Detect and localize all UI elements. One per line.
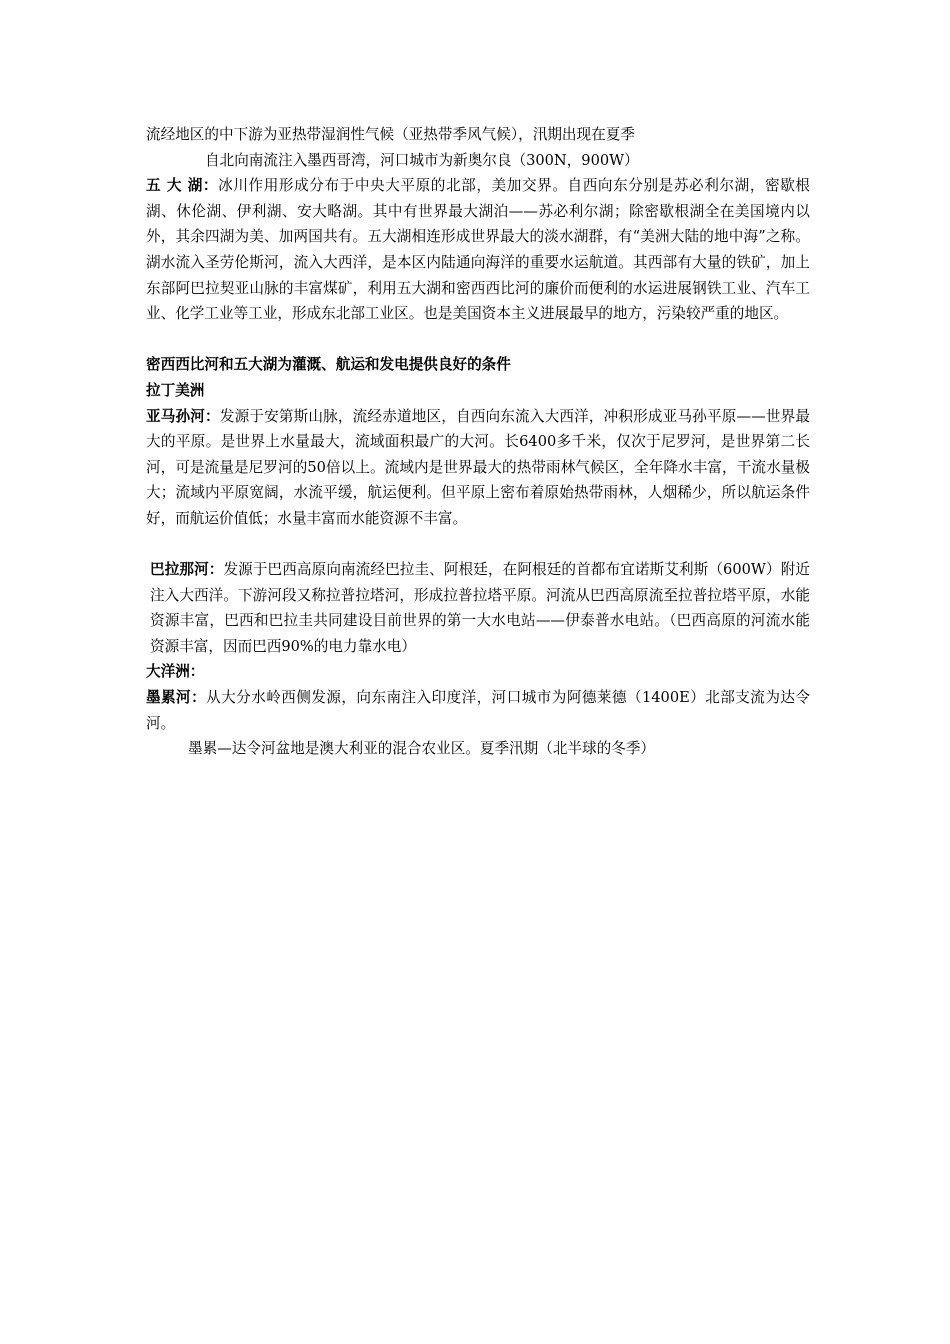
term-parana: 巴拉那河： xyxy=(150,561,224,579)
heading-mississippi-great-lakes: 密西西比河和五大湖为灌溉、航运和发电提供良好的条件 xyxy=(146,356,511,374)
paragraph-amazon xyxy=(146,404,810,532)
paragraph-parana xyxy=(146,557,810,659)
text-parana: 发源于巴西高原向南流经巴拉圭、阿根廷，在阿根廷的首都布宜诺斯艾利斯（600W）附近注入大西洋。下游河段又称拉普拉塔河，形成拉普拉塔平原。河流从巴西高原流至拉普拉塔平原，水能资源丰富，巴西和巴拉圭共同建设目前世界的第一大水电站——伊泰普水电站。（巴西高原的河流水能资源丰富，因而巴西90%的电力靠水电） xyxy=(150,561,810,655)
spacer xyxy=(146,532,810,558)
paragraph-murray-basin: 墨累—达令河盆地是澳大利亚的混合农业区。夏季汛期（北半球的冬季） xyxy=(188,740,656,758)
paragraph-great-lakes xyxy=(146,173,810,327)
term-murray: 墨累河： xyxy=(146,689,207,707)
text-amazon: 发源于安第斯山脉，流经赤道地区，自西向东流入大西洋，冲积形成亚马孙平原——世界最大的平原。是世界上水量最大，流域面积最广的大河。长6400多千米，仅次于尼罗河，是世界第二长河，可是流量是尼罗河的50倍以上。流域内是世界最大的热带雨林气候区，全年降水丰富，干流水量极大；流域内平原宽阔，水流平缓，航运便利。但平原上密布着原始热带雨林，人烟稀少，所以航运条件好，而航运价值低；水量丰富而水能资源不丰富。 xyxy=(146,407,810,527)
text-great-lakes: 冰川作用形成分布于中央大平原的北部，美加交界。自西向东分别是苏必利尔湖，密歇根湖、休伦湖、伊利湖、安大略湖。其中有世界最大湖泊——苏必利尔湖；除密歇根湖全在美国境内以外，其余四湖为美、加两国共有。五大湖相连形成世界最大的淡水湖群，有“美洲大陆的地中海”之称。湖水流入圣劳伦斯河，流入大西洋，是本区内陆通向海洋的重要水运航道。其西部有大量的铁矿，加上东部阿巴拉契亚山脉的丰富煤矿，利用五大湖和密西西比河的廉价而便利的水运进展钢铁工业、汽车工业、化学工业等工业，形成东北部工业区。也是美国资本主义进展最早的地方，污染较严重的地区。 xyxy=(146,177,810,323)
term-great-lakes: 五 大 湖： xyxy=(146,177,219,195)
heading-latin-america: 拉丁美洲 xyxy=(146,381,205,399)
term-amazon: 亚马孙河： xyxy=(146,407,220,425)
paragraph-mississippi-mouth: 自北向南流注入墨西哥湾，河口城市为新奥尔良（300N，900W） xyxy=(205,151,639,169)
text-murray: 从大分水岭西侧发源，向东南注入印度洋，河口城市为阿德莱德（1400E）北部支流为达令河。 xyxy=(146,689,810,732)
spacer xyxy=(146,327,810,353)
paragraph-climate: 流经地区的中下游为亚热带湿润性气候（亚热带季风气候），汛期出现在夏季 xyxy=(146,126,635,143)
paragraph-murray xyxy=(146,685,810,736)
document-page xyxy=(146,122,810,762)
heading-oceania: 大洋洲： xyxy=(146,663,205,681)
